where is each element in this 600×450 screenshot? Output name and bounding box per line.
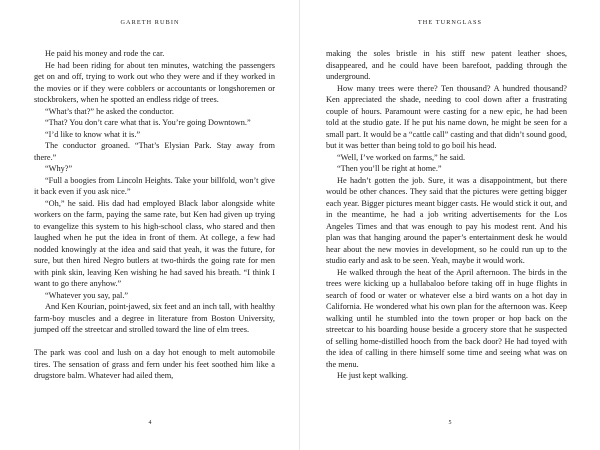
paragraph: He just kept walking. bbox=[337, 371, 408, 380]
paragraph: “Why?” bbox=[45, 164, 73, 173]
right-page bbox=[300, 0, 600, 450]
paragraph: He paid his money and rode the car. bbox=[45, 49, 165, 58]
paragraph: And Ken Kourian, point-jawed, six feet and an inch tall, with healthy farm-boy muscles and a degree in literature from Boston University, jumped off the streetcar and strolled toward the line of elm trees. bbox=[34, 302, 275, 334]
paragraph: “Well, I’ve worked on farms,” he said. bbox=[337, 152, 466, 162]
paragraph: “Full a boogies from Lincoln Heights. Take your billfold, won’t give it back even if you ask nice.” bbox=[34, 175, 275, 196]
paragraph: “Whatever you say, pal.” bbox=[45, 290, 129, 300]
paragraph: How many trees were there? Ten thousand? A hundred thousand? Ken appreciated the shade, needing to cool down after a frustrating couple of hours. Paramount were casting for a new epic, he had been told at the studio gate. If he put his name down, he might be seen for a small part. It would be a “cattle call” casting and that didn’t sound good, but it was better than being told to go boil his head. bbox=[326, 83, 567, 150]
page-number-right: 5 bbox=[448, 420, 452, 426]
paragraph: The conductor groaned. “That’s Elysian Park. Stay away from there.” bbox=[34, 141, 275, 162]
paragraph: making the soles bristle in his stiff new patent leather shoes, disappeared, and he could have been barefoot, padding through the underground. bbox=[326, 49, 567, 81]
right-body-text bbox=[326, 48, 567, 382]
left-body-text bbox=[34, 48, 275, 382]
paragraph: The park was cool and lush on a day hot enough to melt automobile tires. The sensation of grass and fern under his feet soothed him like a drugstore balm. Whatever had ailed them, bbox=[34, 348, 275, 380]
running-head-author: GARETH RUBIN bbox=[120, 19, 180, 26]
paragraph: “Then you’ll be right at home.” bbox=[337, 164, 442, 173]
paragraph: “What’s that?” he asked the conductor. bbox=[45, 106, 175, 116]
running-head-title: THE TURNGLASS bbox=[417, 19, 483, 26]
page-number-left: 4 bbox=[148, 420, 152, 426]
paragraph: “I’d like to know what it is.” bbox=[45, 129, 141, 139]
paragraph: He walked through the heat of the April afternoon. The birds in the trees were kicking up a hullabaloo before taking off in huge flights in search of food or water or whatever else a bird wants on a hot day in California. He wondered what his own plan for the afternoon was. Keep walking until he stumbled into the town proper or hop back on the streetcar to his boarding house beside a grocery store that he suspected of selling home-distilled hooch from the back door? He had toyed with the idea of calling in there himself some time and seeing what was on the menu. bbox=[326, 267, 567, 369]
paragraph: He had been riding for about ten minutes, watching the passengers get on and off, trying to work out who they were and if they worked in the movies or if they were cobblers or accountants or longshoremen or stockbrokers, when he spotted an endless ridge of trees. bbox=[34, 60, 275, 104]
paragraph: “That? You don’t care what that is. You’re going Downtown.” bbox=[45, 118, 251, 127]
paragraph: He hadn’t gotten the job. Sure, it was a disappointment, but there would be other chances. They said that the pictures were getting bigger each year. Bigger pictures meant bigger casts. He would stick it out, and in the meantime, he had a job writing advertisements for the Los Angeles Times and that was enough to pay his modest rent. And his plan was that hanging around the paper’s entertainment desk he would hear about the new movies in development, so he could run up to the studio early and ask to be seen. Yeah, maybe it would work. bbox=[326, 175, 567, 265]
paragraph: “Oh,” he said. His dad had employed Black labor alongside white workers on the farm, paying the same rate, but Ken had given up trying to evangelize this system to his high-school class, who stared and then laughed when he put the idea in front of them. At college, a few had nodded knowingly at the idea and said that yeah, it was the future, for sure, but then hired Negro butlers at two-thirds the going rate for men with pink skin, leaving Ken wishing he had saved his breath. “I think I want to go there anyhow.” bbox=[34, 198, 275, 288]
